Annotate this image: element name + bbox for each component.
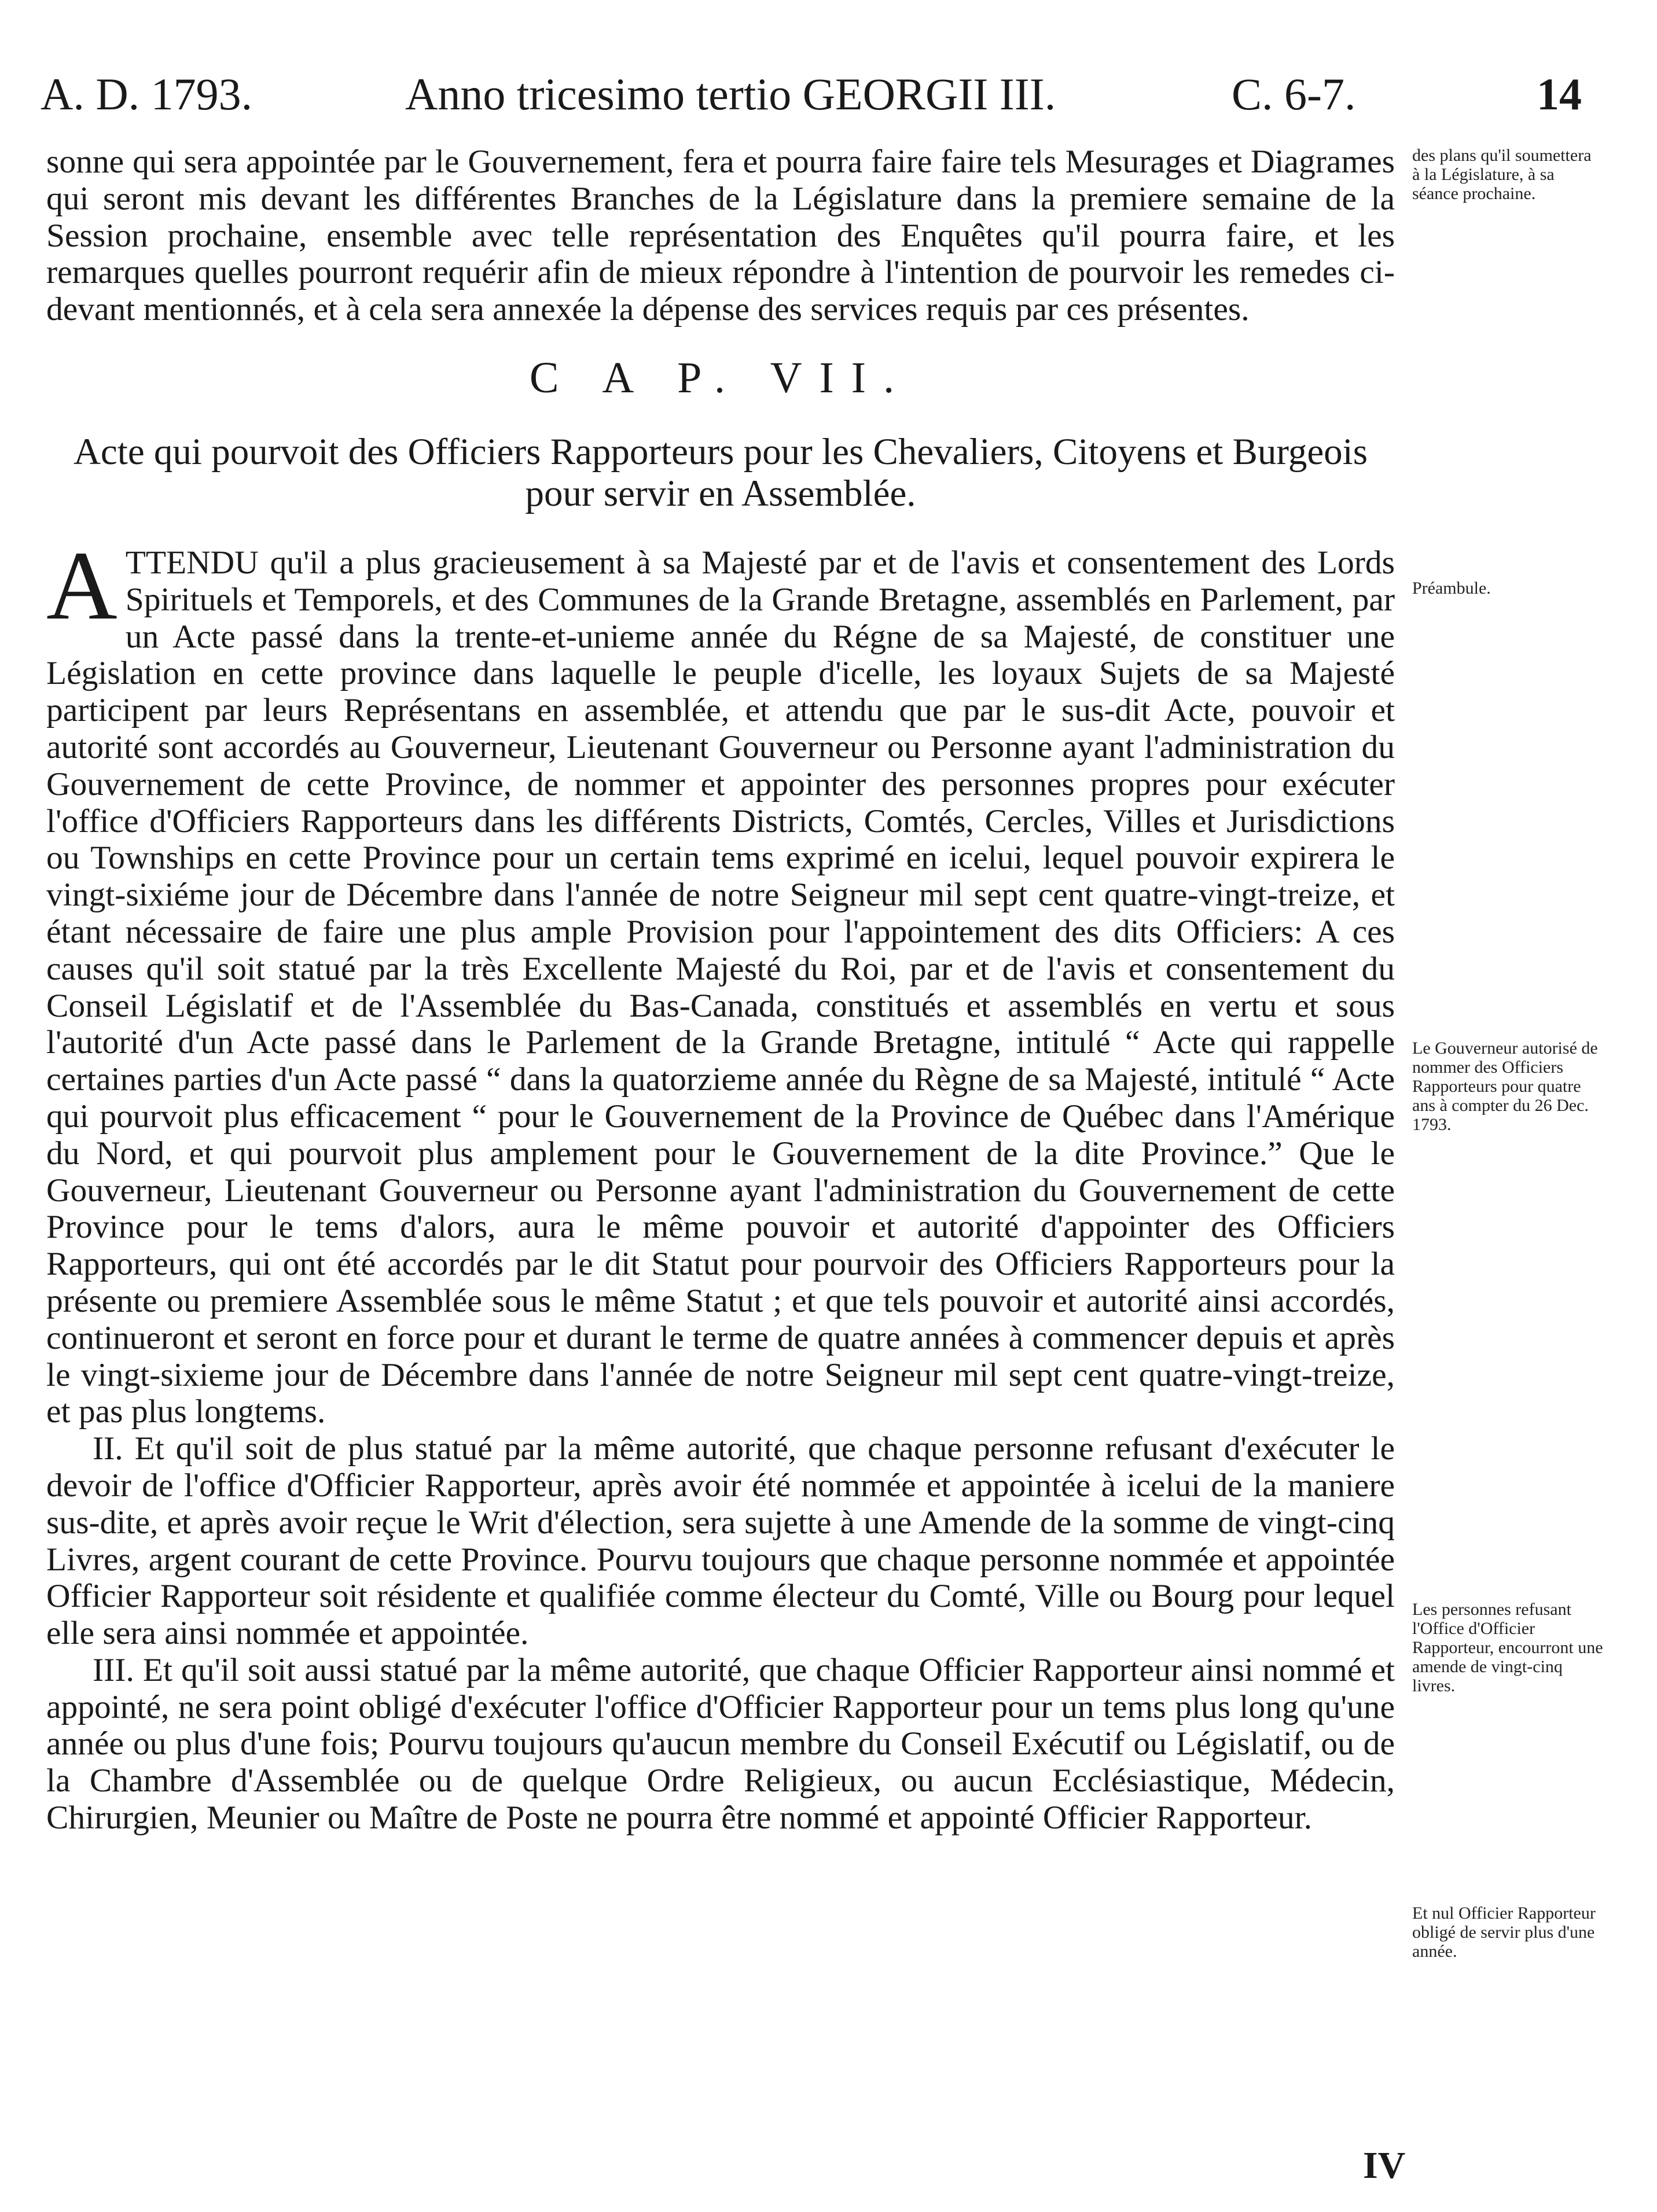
margin-note-governor: Le Gouverneur autorisé de nommer des Officiers Rapporteurs pour quatre ans à compter du 26 Dec. 1793. [1412,1039,1598,1134]
header-year: A. D. 1793. [41,69,253,119]
header-page-number: 14 [1537,69,1582,119]
header-chapter: C. 6-7. [1232,69,1356,119]
drop-cap: A [46,531,117,640]
section-2: II. Et qu'il soit de plus statué par la même autorité, que chaque personne refusant d'exécuter le devoir de l'office d'Officier Rapporteur, après avoir été nommée et appointée à icelui de la maniere sus-dite, et après avoir reçue le Writ d'élection, sera sujette à une Amende de la somme de vingt-cinq Livres, argent courant de cette Province. Pourvu toujours que chaque personne nommée et appointée Officier Rapporteur soit résidente et qualifiée comme électeur du Comté, Ville ou Bourg pour lequel elle sera ainsi nommée et appointée. [46,1430,1395,1652]
main-text-column [46,143,1395,1836]
chapter-heading: C A P. VII. [529,353,912,402]
act-title: Acte qui pourvoit des Officiers Rapporteurs pour les Chevaliers, Citoyens et Burgeois pour servir en Assemblée. [73,430,1368,514]
margin-note-preamble: Préambule. [1412,579,1491,598]
margin-note-refusal-fine: Les personnes refusant l'Office d'Officier Rapporteur, encourront une amende de vingt-cinq livres. [1412,1600,1603,1695]
header-title: Anno tricesimo tertio GEORGII III. [405,69,1056,119]
catchword: IV [1363,2144,1406,2187]
margin-note-plans: des plans qu'il soumettera à la Législature, à sa séance prochaine. [1412,146,1592,203]
preamble-paragraph [46,531,1395,1430]
section-3: III. Et qu'il soit aussi statué par la même autorité, que chaque Officier Rapporteur ainsi nommé et appointé, ne sera point obligé d'exécuter l'office d'Officier Rapporteur pour un tems plus long qu'une année ou plus d'une fois; Pourvu toujours qu'aucun membre du Conseil Exécutif ou Législatif, ou de la Chambre d'Assemblée ou de quelque Ordre Religieux, ou aucun Ecclésiastique, Médecin, Chirurgien, Meunier ou Maître de Poste ne pourra être nommé et appointé Officier Rapporteur. [46,1651,1395,1836]
opening-paragraph: sonne qui sera appointée par le Gouvernement, fera et pourra faire faire tels Mesurages et Diagrames qui seront mis devant les différentes Branches de la Législature dans la premiere semaine de la Session prochaine, ensemble avec telle représentation des Enquêtes qu'il pourra faire, et les remarques quelles pourront requérir afin de mieux répondre à l'intention de pourvoir les remedes ci-devant mentionnés, et à cela sera annexée la dépense des services requis par ces présentes. [46,143,1395,328]
margin-note-one-year: Et nul Officier Rapporteur obligé de servir plus d'une année. [1412,1904,1596,1961]
preamble-text: TTENDU qu'il a plus gracieusement à sa Majesté par et de l'avis et consentement des Lords Spirituels et Temporels, et des Communes de la Grande Bretagne, assemblés en Parlement, par un Acte passé dans la trente-et-unieme année du Régne de sa Majesté, de constituer une Législation en cette province dans laquelle le peuple d'icelle, les loyaux Sujets de sa Majesté participent par leurs Représentans en assemblée, et attendu que par le sus-dit Acte, pouvoir et autorité sont accordés au Gouverneur, Lieutenant Gouverneur ou Personne ayant l'administration du Gouvernement de cette Province, de nommer et appointer des personnes propres pour exécuter l'office d'Officiers Rapporteurs dans les différents Districts, Comtés, Cercles, Villes et Jurisdictions ou Townships en cette Province pour un certain tems exprimé en icelui, lequel pouvoir expirera le vingt-sixiéme jour de Décembre dans l'année de notre Seigneur mil sept cent quatre-vingt-treize, et étant nécessaire de faire une plus ample Provision pour l'appointement des dits Officiers: A ces causes qu'il soit statué par la très Excellente Majesté du Roi, par et de l'avis et consentement du Conseil Législatif et de l'Assemblée du Bas-Canada, constitués et assemblés en vertu et sous l'autorité d'un Acte passé dans le Parlement de la Grande Bretagne, intitulé “ Acte qui rappelle certaines parties d'un Acte passé “ dans la quatorzieme année du Règne de sa Majesté, intitulé “ Acte qui pourvoit plus efficacement “ pour le Gouvernement de la Province de Québec dans l'Amérique du Nord, et qui pourvoit plus amplement pour le Gouvernement de la dite Province.” Que le Gouverneur, Lieutenant Gouverneur ou Personne ayant l'administration du Gouvernement de cette Province pour le tems d'alors, aura le même pouvoir et autorité d'appointer des Officiers Rapporteurs, qui ont été accordés par le dit Statut pour pourvoir des Officiers Rapporteurs pour la présente ou premiere Assemblée sous le même Statut ; et que tels pouvoir et autorité ainsi accordés, continueront et seront en force pour et durant le terme de quatre années à commencer depuis et après le vingt-sixieme jour de Décembre dans l'année de notre Seigneur mil sept cent quatre-vingt-treize, et pas plus longtems. [46,544,1395,1430]
